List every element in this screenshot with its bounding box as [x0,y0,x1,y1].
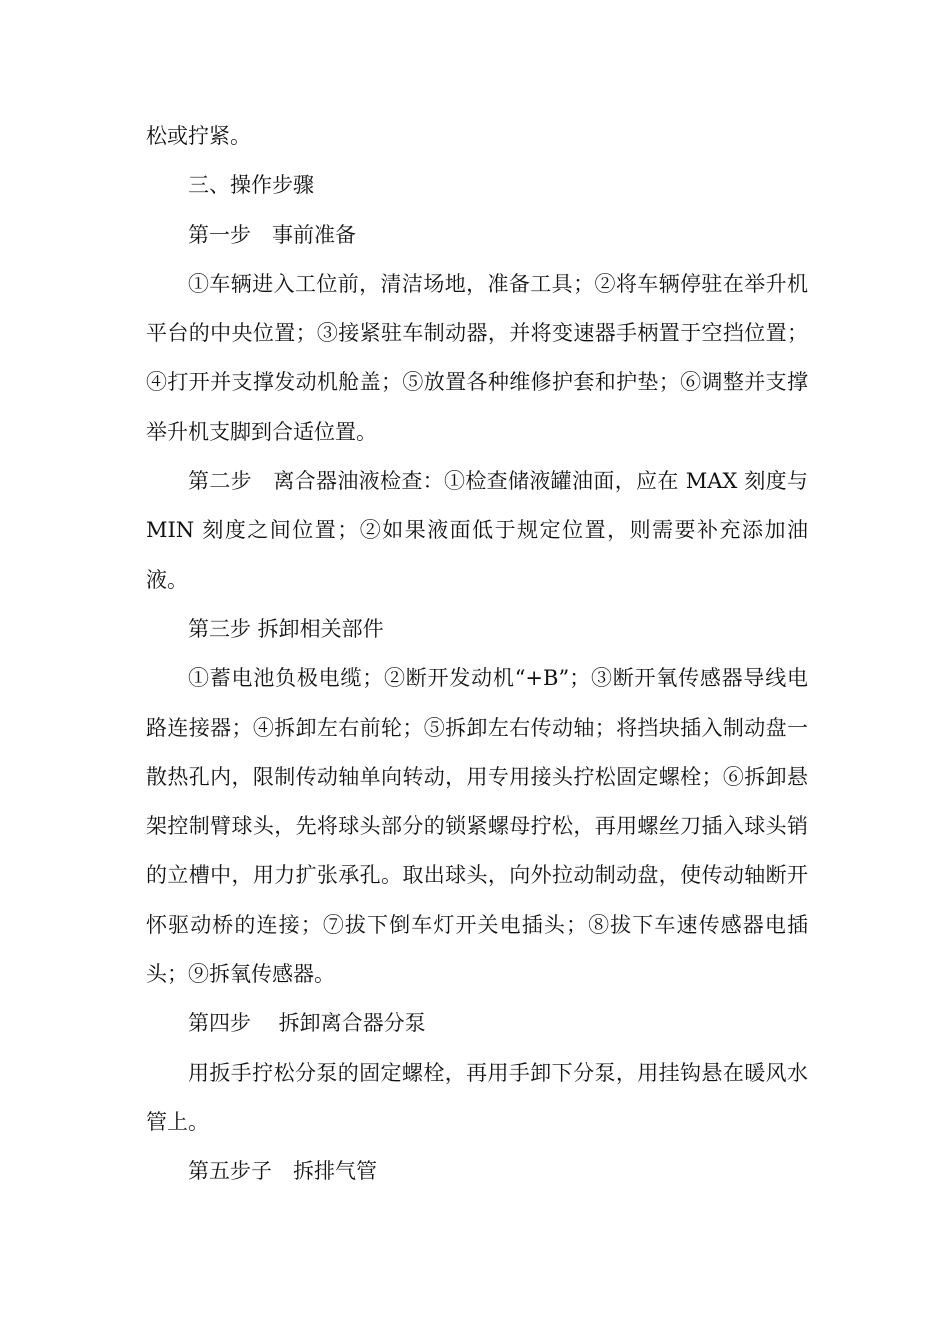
section-heading: 三、操作步骤 [188,173,314,198]
step-1-heading: 第一步 事前准备 [188,222,356,247]
step-3-body: ①蓄电池负极电缆；②断开发动机“+B”；③断开氧传感器导线电路连接器；④拆卸左右前轮；⑤拆卸左右传动轴；将挡块插入制动盘一散热孔内，限制传动轴单向转动，用专用接头拧松固定螺栓；⑥拆卸悬架控制臂球头，先将球头部分的锁紧螺母拧松，再用螺丝刀插入球头销的立槽中，用力扩张承孔。取出球头，向外拉动制动盘，使传动轴断开怀驱动桥的连接；⑦拔下倒车灯开关电插头；⑧拔下车速传感器电插头；⑨拆氧传感器。 [146,666,808,987]
step-3-heading: 第三步 拆卸相关部件 [188,616,384,641]
document-body [146,112,808,1197]
step-4-heading: 第四步 拆卸离合器分泵 [188,1011,426,1036]
paragraph-continuation: 松或拧紧。 [146,124,251,148]
step-4-body: 用扳手拧松分泵的固定螺栓，再用手卸下分泵，用挂钩悬在暖风水管上。 [146,1060,808,1134]
step-5-heading: 第五步子 拆排气管 [188,1159,377,1184]
step-2-paragraph: 第二步 离合器油液检查：①检查储液罐油面，应在 MAX 刻度与 MIN 刻度之间位置；②如果液面低于规定位置，则需要补充添加油液。 [146,469,808,592]
step-1-body: ①车辆进入工位前，清洁场地，准备工具；②将车辆停驻在举升机平台的中央位置；③接紧驻车制动器，并将变速器手柄置于空挡位置；④打开并支撑发动机舱盖；⑤放置各种维修护套和护垫；⑥调整并支撑举升机支脚到合适位置。 [146,271,808,444]
